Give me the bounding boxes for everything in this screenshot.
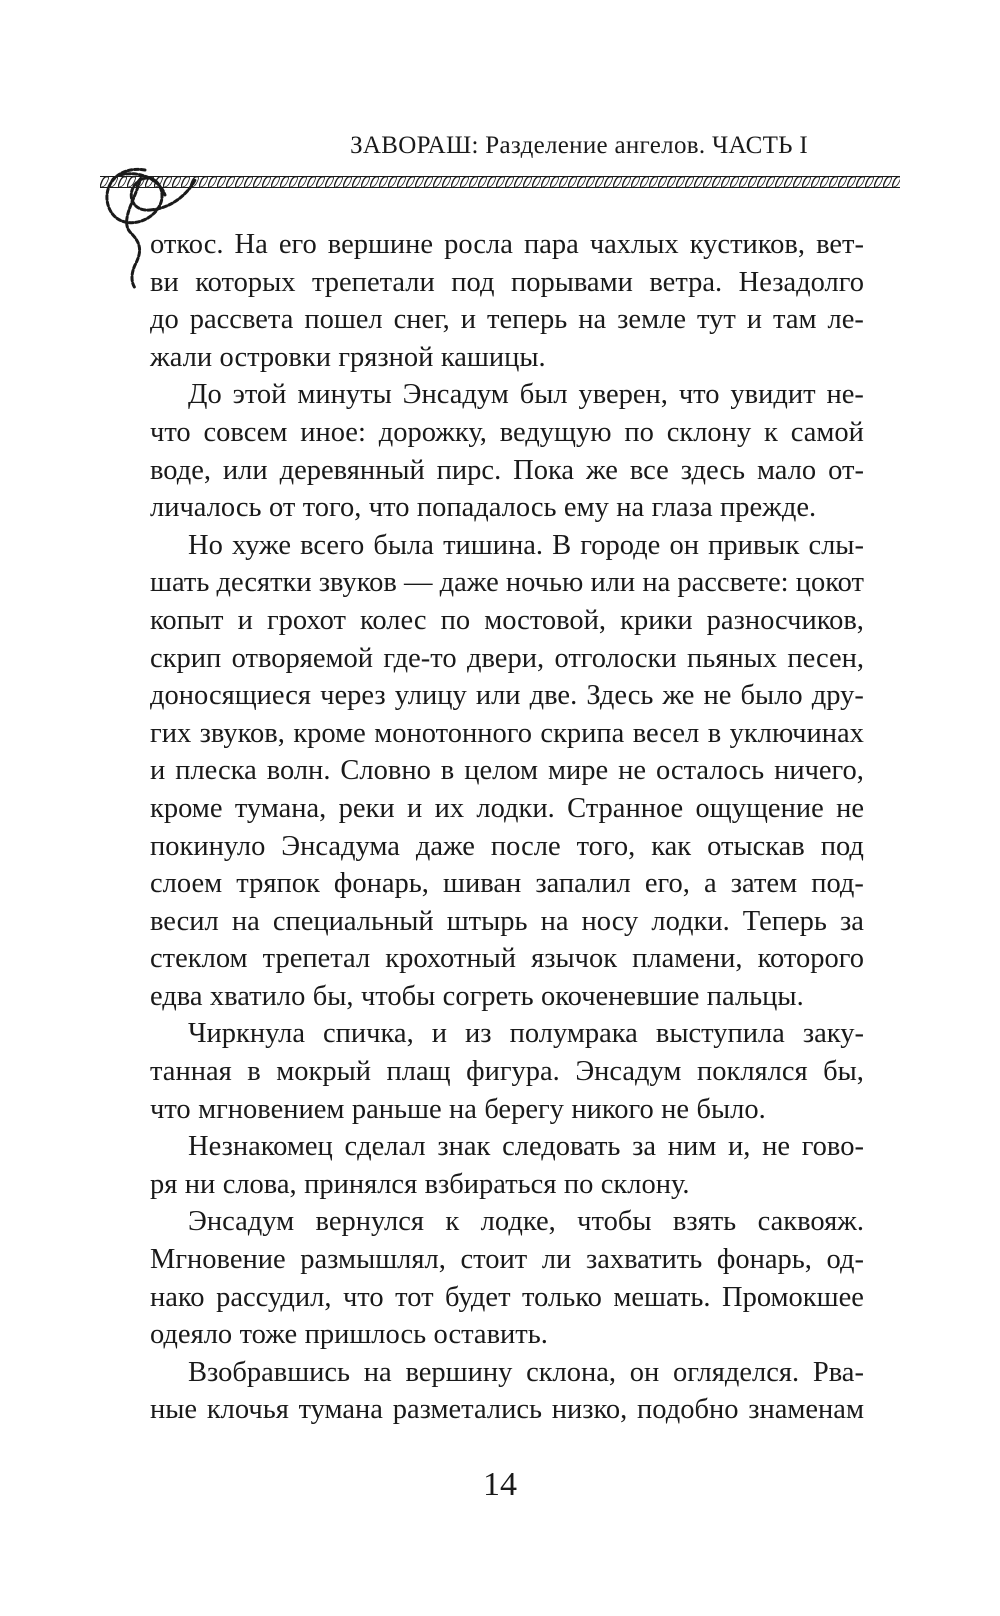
- text-line: ви которых трепетали под порывами ветра. Незадолго: [150, 266, 864, 298]
- text-line: шать десятки звуков — даже ночью или на рассвете: цокот: [150, 567, 864, 599]
- text-line: откос. На его вершине росла пара чахлых кустиков, вет-: [150, 229, 864, 260]
- text-line: Но хуже всего была тишина. В городе он привык слы-: [188, 529, 864, 561]
- text-line: слоем тряпок фонарь, шиван запалил его, а затем под-: [150, 868, 864, 900]
- text-line: стеклом трепетал крохотный язычок пламени, которого: [150, 943, 864, 975]
- text-line: воде, или деревянный пирс. Пока же все здесь мало от-: [150, 454, 864, 486]
- text-line: скрип отворяемой где-то двери, отголоски пьяных песен,: [150, 642, 864, 674]
- text-line: Мгновение размышлял, стоит ли захватить фонарь, од-: [150, 1244, 864, 1276]
- page-number: 14: [483, 1466, 517, 1503]
- text-line: доносящиеся через улицу или две. Здесь же не было дру-: [150, 680, 864, 712]
- text-line: нако рассудил, что тот будет только мешать. Промокшее: [150, 1281, 864, 1313]
- rope-divider: [100, 172, 900, 192]
- text-line: копыт и грохот колес по мостовой, крики разносчиков,: [150, 604, 864, 636]
- text-line: Незнакомец сделал знак следовать за ним и, не гово-: [188, 1131, 864, 1163]
- text-line: танная в мокрый плащ фигура. Энсадум поклялся бы,: [150, 1056, 864, 1088]
- text-line: что мгновением раньше на берегу никого не было.: [150, 1093, 766, 1125]
- text-line: и плеска волн. Словно в целом мире не осталось ничего,: [150, 755, 864, 787]
- text-line: весил на специальный штырь на носу лодки. Теперь за: [150, 905, 864, 937]
- text-line: гих звуков, кроме монотонного скрипа весел в уключинах: [150, 717, 864, 749]
- text-line: Чиркнула спичка, и из полумрака выступила заку-: [188, 1018, 864, 1050]
- body-text: [150, 226, 864, 1429]
- running-head: ЗАВОРАШ: Разделение ангелов. ЧАСТЬ I: [350, 132, 808, 159]
- text-line: ные клочья тумана разметались низко, подобно знаменам: [150, 1394, 864, 1426]
- text-line: до рассвета пошел снег, и теперь на земле тут и там ле-: [150, 304, 864, 336]
- text-line: Энсадум вернулся к лодке, чтобы взять саквояж.: [188, 1206, 864, 1238]
- text-line: кроме тумана, реки и их лодки. Странное ощущение не: [150, 792, 864, 824]
- text-line: едва хватило бы, чтобы согреть окоченевшие пальцы.: [150, 980, 804, 1012]
- text-line: ря ни слова, принялся взбираться по склону.: [150, 1168, 690, 1200]
- text-line: что совсем иное: дорожку, ведущую по склону к самой: [150, 416, 864, 448]
- text-line: одеяло тоже пришлось оставить.: [150, 1319, 548, 1351]
- text-line: Взобравшись на вершину склона, он огляделся. Рва-: [188, 1356, 864, 1388]
- text-line: До этой минуты Энсадум был уверен, что увидит не-: [188, 379, 864, 411]
- text-line: личалось от того, что попадалось ему на глаза прежде.: [150, 492, 817, 524]
- text-line: жали островки грязной кашицы.: [150, 341, 546, 373]
- text-line: покинуло Энсадума даже после того, как отыскав под: [150, 830, 864, 862]
